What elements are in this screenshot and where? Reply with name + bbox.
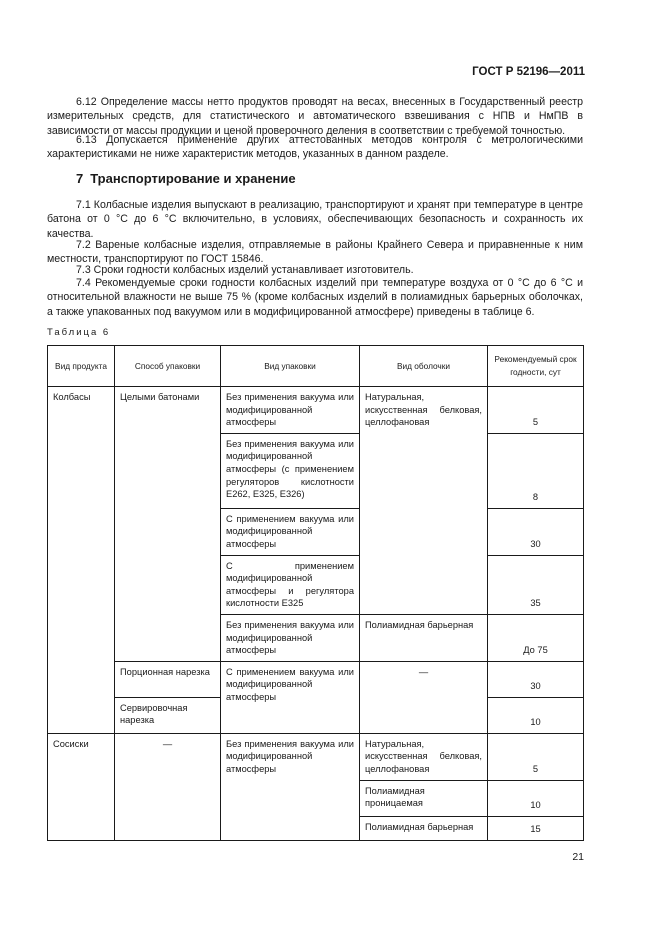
packaging-cell: Без применения вакуума или модифицированной атмосферы xyxy=(221,387,360,434)
casing-cell: Натуральная, искусственная белковая, целлофановая xyxy=(360,733,488,780)
shelf-life-cell: 8 xyxy=(488,433,584,508)
paragraph-7-1: 7.1 Колбасные изделия выпускают в реализацию, транспортируют и хранят при температуре в центре батона от 0 °С до 6 °С включительно, в условиях, обеспечивающих безопасность и сохранность их качества. xyxy=(47,199,583,240)
shelf-life-cell: До 75 xyxy=(488,614,584,661)
casing-cell: Полиамидная проницаемая xyxy=(360,780,488,816)
table-caption: Таблица 6 xyxy=(47,327,111,338)
header-shelf-life: Рекомендуемый срок годности, сут xyxy=(488,346,584,387)
shelf-life-cell: 10 xyxy=(488,697,584,733)
standard-code: ГОСТ Р 52196—2011 xyxy=(472,66,585,78)
method-cell: Целыми батонами xyxy=(115,387,221,662)
method-cell: Порционная нарезка xyxy=(115,661,221,697)
product-cell: Колбасы xyxy=(48,387,115,734)
shelf-life-cell: 5 xyxy=(488,733,584,780)
paragraph-6-12: 6.12 Определение массы нетто продуктов проводят на весах, внесенных в Государственный реестр измерительных средств, для статистического и автоматического взвешивания с НПВ и НмПВ в зависимости от массы продукции и ценой проверочного деления в соответствии с требуемой точностью. xyxy=(47,96,583,137)
shelf-life-cell: 35 xyxy=(488,555,584,614)
page-number: 21 xyxy=(572,851,584,863)
packaging-cell: Без применения вакуума или модифицированной атмосферы (с применением регуляторов кислотности Е262, Е325, Е326) xyxy=(221,433,360,508)
shelf-life-cell: 30 xyxy=(488,661,584,697)
packaging-cell: С применением модифицированной атмосферы и регулятора кислотности Е325 xyxy=(221,555,360,614)
method-cell: Сервировочная нарезка xyxy=(115,697,221,733)
table-row xyxy=(48,661,584,697)
casing-cell: Полиамидная барьерная xyxy=(360,614,488,661)
table-row xyxy=(48,733,584,780)
packaging-cell: С применением вакуума или модифицированной атмосферы xyxy=(221,661,360,733)
shelf-life-cell: 10 xyxy=(488,780,584,816)
header-product: Вид продукта xyxy=(48,346,115,387)
section-title: Транспортирование и хранение xyxy=(90,171,296,186)
packaging-cell: Без применения вакуума или модифицированной атмосферы xyxy=(221,614,360,661)
method-cell: — xyxy=(115,733,221,840)
shelf-life-cell: 15 xyxy=(488,816,584,840)
casing-cell: Полиамидная барьерная xyxy=(360,816,488,840)
section-heading xyxy=(76,171,296,186)
header-packaging-type: Вид упаковки xyxy=(221,346,360,387)
table-header-row xyxy=(48,346,584,387)
header-casing-type: Вид оболочки xyxy=(360,346,488,387)
packaging-cell: Без применения вакуума или модифицированной атмосферы xyxy=(221,733,360,840)
section-number: 7 xyxy=(76,171,84,186)
paragraph-7-2: 7.2 Вареные колбасные изделия, отправляемые в районы Крайнего Севера и приравненные к ним местности, транспортируют по ГОСТ 15846. xyxy=(47,239,583,266)
casing-cell: — xyxy=(360,661,488,733)
shelf-life-cell: 5 xyxy=(488,387,584,434)
product-cell: Сосиски xyxy=(48,733,115,840)
header-packing-method: Способ упаковки xyxy=(115,346,221,387)
casing-cell: Натуральная, искусственная белковая, целлофановая xyxy=(360,387,488,615)
packaging-cell: С применением вакуума или модифицированной атмосферы xyxy=(221,508,360,555)
shelf-life-cell: 30 xyxy=(488,508,584,555)
paragraph-7-3: 7.3 Сроки годности колбасных изделий устанавливает изготовитель. xyxy=(76,264,414,276)
paragraph-6-13: 6.13 Допускается применение других аттестованных методов контроля с метрологическими характеристиками не ниже характеристик методов, указанных в данном разделе. xyxy=(47,134,583,161)
table-row xyxy=(48,387,584,434)
shelf-life-table xyxy=(47,345,584,841)
paragraph-7-4: 7.4 Рекомендуемые сроки годности колбасных изделий при температуре воздуха от 0 °С до 6 °С и относительной влажности не выше 75 % (кроме колбасных изделий в полиамидных барьерных оболочках, а также упакованных под вакуумом или в модифицированной атмосфере) приведены в таблице 6. xyxy=(47,277,583,318)
